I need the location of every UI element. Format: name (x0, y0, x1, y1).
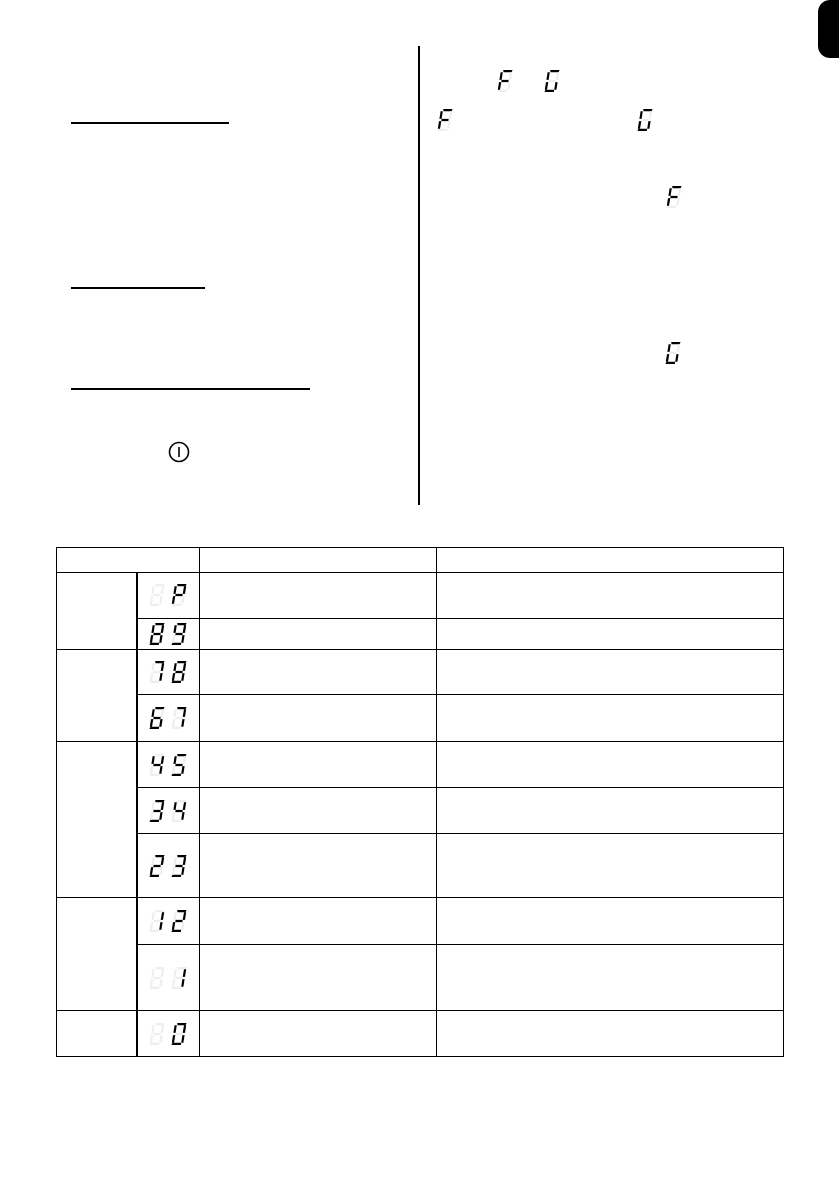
table-header-cell (437, 548, 784, 573)
segment-a (177, 910, 186, 912)
segment-a (177, 967, 186, 969)
table-header-row (57, 548, 784, 573)
segment-c (181, 597, 184, 605)
segment-b (509, 72, 513, 80)
segment-e (172, 597, 176, 605)
indicator-symbol (437, 109, 453, 136)
segment-b (183, 756, 187, 764)
indicator-symbol (666, 186, 682, 213)
segment-a (443, 109, 452, 111)
description-cell (200, 618, 437, 649)
seven-segment-glyph-f (497, 70, 513, 92)
segment-a (155, 1023, 164, 1025)
segment-b (161, 969, 165, 977)
display-symbol-cell (137, 944, 200, 1011)
group-label-cell (57, 741, 137, 898)
indicator-symbol (544, 70, 560, 97)
segment-g (176, 1033, 183, 1035)
segment-b (183, 857, 187, 865)
table-row (57, 898, 784, 944)
segment-a (177, 623, 186, 625)
segment-e (667, 198, 671, 206)
segment-d (172, 819, 182, 821)
segment-a (155, 584, 164, 586)
indicator-symbol (637, 109, 653, 136)
heading-underline-1 (71, 122, 229, 124)
display-symbol-cell (137, 649, 200, 694)
segment-g (154, 633, 161, 635)
segment-c (181, 922, 184, 930)
segment-b (183, 663, 187, 671)
segment-d (150, 727, 160, 729)
segment-e (172, 1035, 176, 1043)
seven-segment-glyph-g (544, 70, 560, 92)
segment-e (498, 82, 502, 90)
segment-e (638, 121, 642, 129)
seven-segment-glyph-3 (149, 800, 165, 822)
segment-f (174, 756, 177, 764)
seven-segment-glyph-2 (149, 855, 165, 877)
seven-segment-glyph-f (437, 109, 453, 131)
description-cell (200, 741, 437, 787)
seven-segment-glyph-8 (171, 661, 187, 683)
segment-d (150, 604, 160, 606)
table-row (57, 944, 784, 1011)
seven-segment-glyph-f (666, 186, 682, 208)
description-cell (200, 1011, 437, 1057)
segment-g (154, 809, 161, 811)
segment-f (668, 188, 671, 196)
segment-d (172, 1043, 182, 1045)
segment-d (150, 819, 160, 821)
table-row (57, 833, 784, 898)
segment-f (152, 587, 155, 595)
segment-d (150, 874, 160, 876)
segment-c (159, 922, 162, 930)
seven-segment-glyph-2 (171, 910, 187, 932)
segment-a (177, 707, 186, 709)
segment-e (172, 867, 176, 875)
group-label-cell (57, 898, 137, 1011)
segment-f (667, 344, 670, 352)
segment-g (176, 717, 183, 719)
description-cell (437, 898, 784, 944)
segment-a (177, 855, 186, 857)
power-level-table (56, 547, 784, 1057)
segment-g (176, 809, 183, 811)
description-cell (437, 741, 784, 787)
segment-b (556, 72, 560, 80)
segment-e (150, 922, 154, 930)
seven-segment-glyph-3 (171, 855, 187, 877)
display-symbol-cell (137, 788, 200, 833)
segment-g (154, 977, 161, 979)
seven-segment-glyph-6 (149, 707, 165, 729)
description-cell (437, 833, 784, 898)
segment-g (154, 763, 161, 765)
segment-d (437, 129, 447, 131)
segment-b (161, 663, 165, 671)
segment-c (159, 979, 162, 987)
segment-e (172, 673, 176, 681)
segment-d (544, 90, 554, 92)
segment-g (154, 1033, 161, 1035)
segment-b (161, 756, 165, 764)
segment-f (152, 857, 155, 865)
description-cell (200, 788, 437, 833)
seven-segment-glyph-8 (149, 623, 165, 645)
segment-c (181, 635, 184, 643)
display-symbol-cell (137, 1011, 200, 1057)
segment-a (155, 800, 164, 802)
segment-b (183, 587, 187, 595)
column-divider (418, 46, 420, 505)
segment-g (154, 671, 161, 673)
segment-c (181, 719, 184, 727)
segment-a (155, 910, 164, 912)
segment-a (672, 186, 681, 188)
segment-f (152, 912, 155, 920)
description-cell (200, 573, 437, 618)
display-symbol-cell (137, 573, 200, 618)
segment-g (501, 80, 508, 82)
seven-segment-glyph-1 (171, 967, 187, 989)
segment-b (678, 188, 682, 196)
segment-c (159, 766, 162, 774)
table-row (57, 1011, 784, 1057)
seven-segment-glyph-4 (149, 754, 165, 776)
segment-d (150, 643, 160, 645)
description-cell (200, 833, 437, 898)
segment-d (172, 681, 182, 683)
segment-f (152, 709, 155, 717)
segment-f (174, 663, 177, 671)
segment-e (172, 812, 176, 820)
description-cell (437, 1011, 784, 1057)
segment-d (172, 874, 182, 876)
segment-c (181, 673, 184, 681)
seven-segment-glyph-1 (149, 910, 165, 932)
power-icon (168, 441, 190, 463)
segment-f (174, 912, 177, 920)
seven-segment-glyph-4 (171, 800, 187, 822)
segment-a (177, 754, 186, 756)
segment-c (675, 354, 678, 362)
segment-b (161, 625, 165, 633)
table-header-cell (200, 548, 437, 573)
segment-e (438, 121, 442, 129)
seven-segment-glyph-9 (171, 623, 187, 645)
segment-e (666, 354, 670, 362)
segment-g (548, 80, 555, 82)
segment-e (150, 673, 154, 681)
segment-b (183, 1025, 187, 1033)
description-cell (437, 788, 784, 833)
segment-g (154, 594, 161, 596)
segment-f (152, 802, 155, 810)
description-cell (200, 695, 437, 741)
segment-e (150, 812, 154, 820)
segment-c (159, 719, 162, 727)
segment-b (161, 587, 165, 595)
segment-b (677, 344, 681, 352)
heading-underline-2 (71, 287, 205, 289)
description-cell (200, 944, 437, 1011)
segment-f (152, 625, 155, 633)
table-row (57, 695, 784, 741)
segment-e (150, 867, 154, 875)
segment-c (159, 597, 162, 605)
display-symbol-cell (137, 695, 200, 741)
segment-f (174, 587, 177, 595)
segment-b (161, 709, 165, 717)
segment-a (550, 70, 559, 72)
seven-segment-glyph-7 (171, 707, 187, 729)
seven-segment-glyph-7 (149, 661, 165, 683)
segment-d (172, 604, 182, 606)
segment-g (176, 671, 183, 673)
display-symbol-cell (137, 618, 200, 649)
heading-underline-3 (71, 388, 310, 390)
table-row (57, 573, 784, 618)
segment-f (499, 72, 502, 80)
segment-a (177, 584, 186, 586)
seven-segment-glyph-0 (171, 1023, 187, 1045)
segment-g (176, 864, 183, 866)
segment-b (449, 111, 453, 119)
segment-f (546, 72, 549, 80)
segment-g (670, 196, 677, 198)
seven-segment-glyph-8 (149, 584, 165, 606)
segment-b (183, 969, 187, 977)
segment-g (441, 119, 448, 121)
segment-b (649, 111, 653, 119)
segment-d (497, 90, 507, 92)
segment-c (507, 82, 510, 90)
table-row (57, 649, 784, 694)
description-cell (437, 695, 784, 741)
segment-b (161, 802, 165, 810)
segment-c (159, 812, 162, 820)
segment-e (545, 82, 549, 90)
segment-b (183, 802, 187, 810)
segment-g (176, 763, 183, 765)
segment-e (172, 979, 176, 987)
segment-a (177, 800, 186, 802)
segment-a (177, 1023, 186, 1025)
segment-d (150, 930, 160, 932)
segment-e (150, 766, 154, 774)
segment-c (647, 121, 650, 129)
group-label-cell (57, 649, 137, 741)
display-symbol-cell (137, 741, 200, 787)
segment-e (150, 635, 154, 643)
segment-f (174, 857, 177, 865)
segment-a (177, 661, 186, 663)
description-cell (437, 649, 784, 694)
segment-f (174, 709, 177, 717)
segment-f (152, 969, 155, 977)
segment-g (154, 864, 161, 866)
segment-b (183, 625, 187, 633)
segment-c (554, 82, 557, 90)
segment-d (666, 206, 676, 208)
table-row (57, 618, 784, 649)
segment-f (152, 756, 155, 764)
segment-e (172, 922, 176, 930)
segment-d (172, 643, 182, 645)
segment-b (161, 857, 165, 865)
description-cell (200, 649, 437, 694)
segment-a (155, 967, 164, 969)
segment-g (154, 920, 161, 922)
indicator-symbol (497, 70, 513, 97)
segment-a (503, 70, 512, 72)
group-label-cell (57, 573, 137, 650)
segment-e (172, 766, 176, 774)
segment-d (665, 362, 675, 364)
group-label-cell (57, 1011, 137, 1057)
segment-d (172, 773, 182, 775)
segment-f (174, 802, 177, 810)
indicator-symbol (665, 342, 681, 369)
segment-a (155, 623, 164, 625)
segment-f (439, 111, 442, 119)
description-cell (200, 898, 437, 944)
segment-g (154, 717, 161, 719)
segment-a (643, 109, 652, 111)
description-cell (437, 573, 784, 618)
segment-c (181, 979, 184, 987)
segment-c (159, 673, 162, 681)
segment-e (150, 719, 154, 727)
seven-segment-glyph-8 (149, 967, 165, 989)
segment-d (172, 986, 182, 988)
segment-d (150, 773, 160, 775)
segment-c (159, 867, 162, 875)
segment-c (676, 198, 679, 206)
seven-segment-glyph-g (637, 109, 653, 131)
segment-g (176, 633, 183, 635)
segment-g (176, 977, 183, 979)
segment-d (172, 930, 182, 932)
table-row (57, 741, 784, 787)
seven-segment-glyph-8 (149, 1023, 165, 1045)
segment-d (172, 727, 182, 729)
seven-segment-glyph-p (171, 584, 187, 606)
segment-g (641, 119, 648, 121)
segment-f (152, 663, 155, 671)
segment-a (671, 342, 680, 344)
segment-c (159, 1035, 162, 1043)
description-cell (437, 618, 784, 649)
segment-c (159, 635, 162, 643)
segment-a (155, 855, 164, 857)
segment-e (150, 979, 154, 987)
segment-f (174, 625, 177, 633)
segment-b (161, 1025, 165, 1033)
segment-e (150, 1035, 154, 1043)
segment-e (172, 635, 176, 643)
segment-g (176, 920, 183, 922)
segment-d (637, 129, 647, 131)
segment-f (174, 969, 177, 977)
segment-f (639, 111, 642, 119)
segment-g (669, 352, 676, 354)
segment-d (150, 986, 160, 988)
seven-segment-glyph-g (665, 342, 681, 364)
segment-c (181, 867, 184, 875)
table-row (57, 788, 784, 833)
display-symbol-cell (137, 898, 200, 944)
segment-g (176, 594, 183, 596)
segment-f (152, 1025, 155, 1033)
segment-e (150, 597, 154, 605)
display-symbol-cell (137, 833, 200, 898)
table-header-cell (57, 548, 200, 573)
segment-c (447, 121, 450, 129)
segment-c (181, 766, 184, 774)
segment-b (183, 709, 187, 717)
segment-f (174, 1025, 177, 1033)
segment-b (183, 912, 187, 920)
segment-c (181, 812, 184, 820)
segment-b (161, 912, 165, 920)
segment-e (172, 719, 176, 727)
seven-segment-glyph-5 (171, 754, 187, 776)
description-cell (437, 944, 784, 1011)
segment-d (150, 681, 160, 683)
segment-c (181, 1035, 184, 1043)
page-tab-marker (818, 0, 839, 58)
segment-d (150, 1043, 160, 1045)
segment-a (155, 707, 164, 709)
segment-a (155, 754, 164, 756)
segment-a (155, 661, 164, 663)
